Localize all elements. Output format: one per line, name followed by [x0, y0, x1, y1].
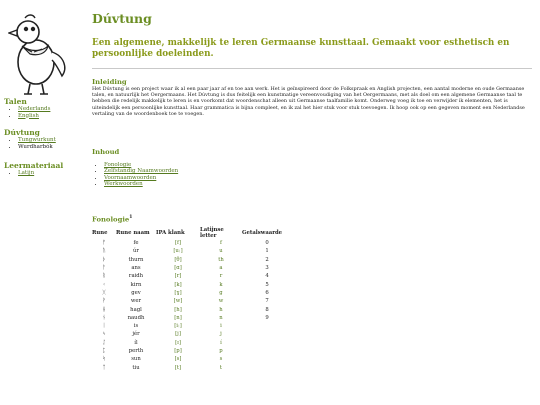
intro-heading: Inleiding	[92, 78, 127, 86]
cell-rune: ᚾ	[102, 314, 106, 321]
intro-paragraph: Het Dúvtung is een project waar ik al een paar jaar af en toe aan werk. Het is geïnspireerd door de Folkspraak en Anglish projecten, een aantal moderne en oude Germaanse talen, en natuurlijk het Oergermaans. Het Dúvtung is dus feitelijk een kunstmatige vereenvoudiging van het Oergermaans, met als doel om een algemene Germaanse taal te hebben die redelijk makkelijk te leren is en voorkomt dat woordenschat alleen uit Germaanse taalfamilie komt. Onderweg voeg ik toe en verwijder ik elementen, het is uiteindelijk een persoonlijke kunsttaal. Haar grammatica is bijna compleet, en ik zal het hier stuk voor stuk toevoegen. Ik hoop ook op een gegeven moment een Nederlandse vertaling van de woordenboek toe te voegen.	[92, 86, 525, 117]
cell-ipa: [n]	[174, 314, 182, 321]
cell-rune: ᛏ	[102, 364, 106, 371]
cell-value: 6	[265, 289, 269, 296]
cell-name: ans	[131, 265, 141, 272]
cell-rune: ᚲ	[102, 281, 106, 288]
cell-rune: ᚠ	[102, 240, 106, 247]
column-header: Latijnse letter	[200, 227, 224, 239]
sidebar-section-leermateriaal	[4, 161, 63, 177]
cell-rune: ᚹ	[102, 298, 106, 305]
rune-table	[92, 227, 292, 372]
footnote-mark: 1	[129, 215, 133, 220]
cell-ipa: [f]	[174, 240, 182, 247]
cell-name: gev	[131, 289, 141, 296]
column-header: Rune	[92, 230, 108, 236]
contents-heading: Inhoud	[92, 148, 120, 156]
cell-value	[242, 339, 292, 347]
sidebar-heading: Dúvtung	[4, 128, 40, 137]
cell-rune: ᛇ	[102, 339, 106, 346]
cell-latin: u	[219, 248, 223, 255]
table-row	[92, 305, 292, 313]
cell-rune: ᚦ	[102, 256, 106, 263]
cell-value: 5	[265, 281, 269, 288]
cell-name: raidh	[128, 273, 144, 280]
cell-name: is	[133, 323, 139, 330]
divider	[92, 68, 532, 69]
cell-rune: ᛃ	[102, 331, 106, 338]
cell-rune: ᛈ	[102, 348, 106, 354]
cell-ipa: [w]	[173, 298, 183, 305]
table-row	[92, 280, 292, 288]
cell-name: tiu	[132, 364, 140, 371]
table-row	[92, 355, 292, 363]
cell-rune: ᚺ	[102, 306, 106, 313]
contents-link-zelfstandig-naamwoorden[interactable]: Zelfstandig Naamwoorden	[104, 168, 179, 175]
table-row	[92, 289, 292, 297]
sidebar-item-latijn[interactable]: Latijn	[18, 170, 35, 176]
cell-name: hagl	[130, 306, 142, 313]
cell-latin: n	[219, 314, 223, 321]
cell-ipa: [r]	[174, 273, 182, 280]
table-header-row	[92, 227, 292, 239]
cell-latin: f	[220, 240, 222, 247]
cell-name: íl	[134, 339, 138, 346]
sidebar-item-english[interactable]: English	[18, 112, 39, 119]
table-row	[92, 256, 292, 264]
cell-latin: k	[219, 281, 223, 288]
cell-ipa: [k]	[174, 281, 182, 288]
cell-latin: t	[219, 364, 223, 371]
cell-name: fe	[133, 240, 139, 247]
table-row	[92, 272, 292, 280]
cell-value: 2	[265, 256, 269, 263]
cell-name: perth	[128, 348, 144, 354]
sidebar-heading: Leermateriaal	[4, 161, 64, 170]
cell-value: 3	[265, 265, 269, 272]
cell-latin: h	[219, 306, 223, 313]
cell-value	[242, 347, 292, 355]
phonology-heading	[92, 215, 132, 223]
cell-value: 0	[265, 240, 269, 247]
cell-value: 8	[265, 306, 269, 313]
sidebar-heading: Talen	[4, 97, 27, 106]
cell-rune: ᚨ	[102, 265, 106, 272]
contents-list	[92, 162, 178, 188]
cell-latin: a	[219, 265, 223, 272]
table-row	[92, 297, 292, 305]
cell-latin: p	[219, 348, 223, 354]
cell-latin: j	[220, 331, 222, 338]
cell-value: 4	[265, 273, 269, 280]
cell-ipa: [ɪ]	[175, 339, 181, 346]
cell-ipa: [ɣ]	[174, 289, 182, 296]
sidebar-item-wurdharbok: Wurdharbók	[18, 143, 53, 150]
cell-latin: g	[219, 289, 223, 296]
table-row	[92, 239, 292, 247]
cell-latin: r	[219, 273, 223, 280]
cell-latin: i	[220, 323, 222, 330]
cell-value: 9	[265, 314, 269, 321]
phonology-heading-text: Fonologie	[92, 215, 130, 224]
contents-link-fonologie[interactable]: Fonologie	[104, 162, 132, 168]
table-row	[92, 264, 292, 272]
cell-name: sun	[131, 356, 141, 363]
cell-latin: s	[219, 356, 223, 363]
cell-rune: ᛋ	[102, 356, 106, 363]
table-row	[92, 330, 292, 338]
cell-latin: th	[218, 256, 224, 263]
cell-ipa: [h]	[174, 306, 182, 313]
table-row	[92, 314, 292, 322]
cell-ipa: [t]	[174, 364, 182, 371]
cell-name: úr	[133, 248, 139, 255]
cell-value: 7	[265, 298, 269, 305]
sidebar-section-duvtung	[4, 128, 56, 150]
cell-latin: w	[218, 298, 224, 305]
column-header: Rune naam	[116, 230, 150, 236]
sidebar-section-talen	[4, 97, 50, 119]
cell-rune: ᚷ	[102, 289, 106, 296]
cell-rune: ᚱ	[102, 273, 106, 280]
cell-value: 1	[265, 248, 269, 255]
column-header: Getalswaarde	[242, 230, 283, 236]
column-header: IPA klank	[156, 230, 185, 236]
cell-ipa: [iː]	[174, 323, 182, 330]
table-row	[92, 339, 292, 347]
contents-link-werkwoorden[interactable]: Werkwoorden	[104, 181, 143, 188]
cell-value	[242, 322, 292, 330]
cell-name: kirn	[130, 281, 142, 288]
cell-value	[242, 363, 292, 371]
cell-ipa: [uː]	[173, 248, 183, 255]
cell-name: thurn	[128, 256, 144, 263]
cell-rune: ᛁ	[102, 323, 106, 330]
cell-ipa: [θ]	[174, 256, 182, 263]
cell-ipa: [s]	[174, 356, 182, 363]
cell-value	[242, 330, 292, 338]
sidebar-item-nederlands[interactable]: Nederlands	[18, 106, 51, 112]
cell-rune: ᚢ	[102, 248, 106, 255]
cell-ipa: [p]	[174, 348, 182, 354]
table-row	[92, 322, 292, 330]
page-subtitle: Een algemene, makkelijk te leren Germaanse kunsttaal. Gemaakt voor esthetisch en persoonlijke doeleinden.	[92, 38, 510, 59]
cell-ipa: [j]	[175, 331, 181, 338]
cell-value	[242, 355, 292, 363]
table-row	[92, 363, 292, 371]
sidebar-item-tungwurkunt[interactable]: Tungwurkunt	[18, 137, 56, 143]
cell-ipa: [ɑ]	[174, 265, 182, 272]
bird-logo	[8, 12, 70, 96]
cell-latin: í	[220, 339, 222, 346]
page-title: Dúvtung	[92, 11, 152, 26]
cell-name: wer	[130, 298, 142, 305]
contents-link-voornaamwoorden[interactable]: Voornaamwoorden	[104, 174, 157, 181]
table-row	[92, 347, 292, 355]
rune-table-body	[92, 239, 292, 372]
cell-name: naudh	[127, 314, 145, 321]
cell-name: jér	[132, 331, 140, 338]
table-row	[92, 247, 292, 255]
